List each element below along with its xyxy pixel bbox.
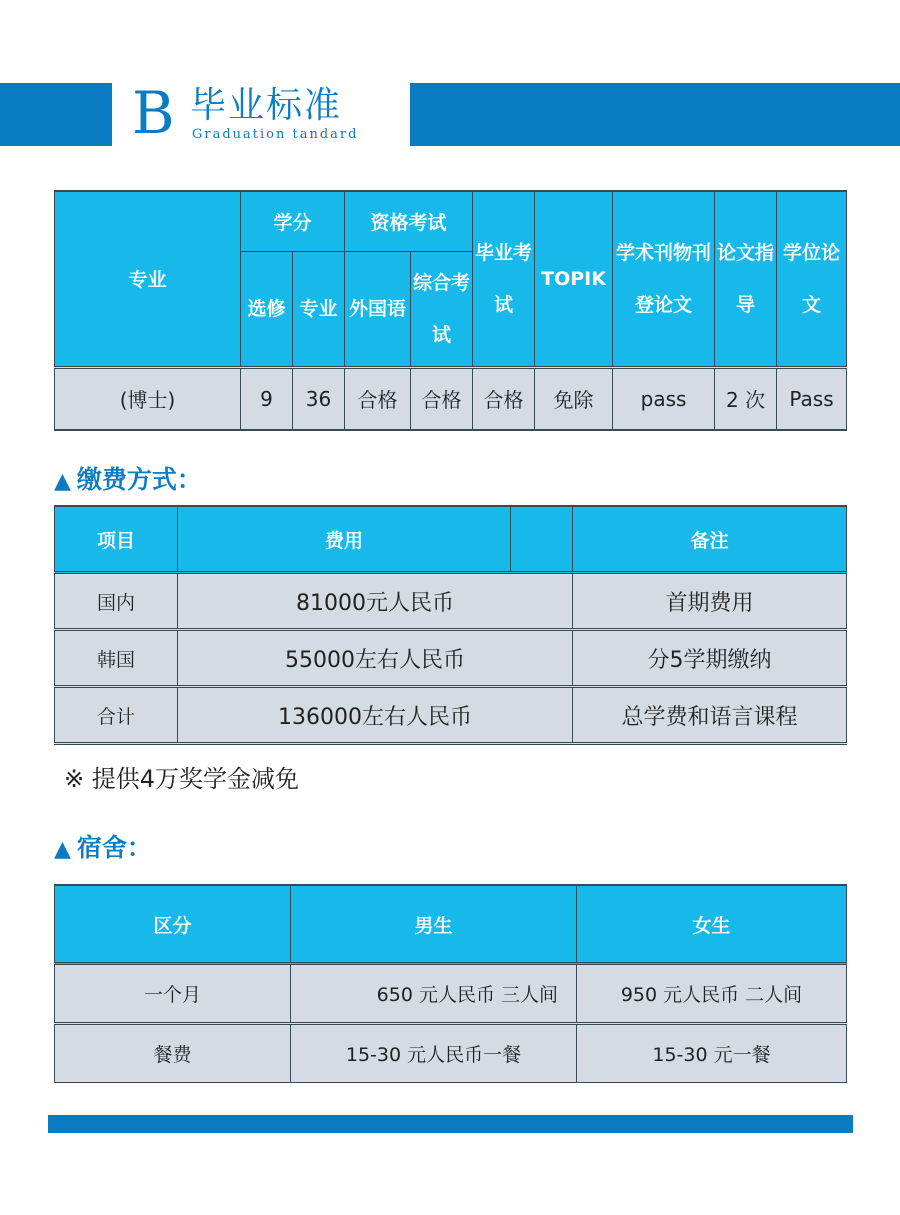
cell-journal: pass	[613, 367, 715, 430]
fees-section-title	[54, 463, 202, 499]
header-comprehensive: 综合考试	[411, 251, 473, 367]
header-empty	[511, 506, 573, 573]
header-major-credits: 专业	[293, 251, 345, 367]
table-row	[55, 573, 847, 630]
header-male: 男生	[291, 885, 577, 964]
cell-type: 一个月	[55, 964, 291, 1024]
footer-bar	[48, 1115, 853, 1133]
cell-female: 950 元人民币 二人间	[577, 964, 847, 1024]
header-female: 女生	[577, 885, 847, 964]
header-thesis: 学位论文	[777, 191, 847, 367]
fees-title-text: 缴费方式：	[76, 465, 202, 494]
cell-item: 合计	[55, 687, 178, 744]
cell-elective: 9	[241, 367, 293, 430]
cell-comprehensive: 合格	[411, 367, 473, 430]
header-elective: 选修	[241, 251, 293, 367]
scholarship-note: ※ 提供4万奖学金减免	[64, 765, 300, 793]
cell-thesis: Pass	[777, 367, 847, 430]
cell-note: 首期费用	[573, 573, 847, 630]
cell-type: 餐费	[55, 1024, 291, 1083]
header-journal: 学术刊物刊登论文	[613, 191, 715, 367]
cell-topik: 免除	[535, 367, 613, 430]
page-subtitle: Graduation tandard	[192, 127, 359, 142]
header-major: 专业	[55, 191, 241, 367]
header-topik: TOPIK	[535, 191, 613, 367]
cell-fee: 136000左右人民币	[178, 687, 573, 744]
cell-major: (博士)	[55, 367, 241, 430]
cell-item: 国内	[55, 573, 178, 630]
table-row	[55, 687, 847, 744]
cell-note: 总学费和语言课程	[573, 687, 847, 744]
cell-female: 15-30 元一餐	[577, 1024, 847, 1083]
cell-male: 650 元人民币 三人间	[291, 964, 577, 1024]
section-letter: B	[132, 79, 175, 147]
cell-male: 15-30 元人民币一餐	[291, 1024, 577, 1083]
header-band-left	[0, 83, 112, 146]
dorm-section-title	[54, 831, 152, 867]
header-type: 区分	[55, 885, 291, 964]
cell-advisor: 2 次	[715, 367, 777, 430]
cell-fee: 55000左右人民币	[178, 630, 573, 687]
cell-foreign: 合格	[345, 367, 411, 430]
triangle-icon: ▲	[54, 469, 71, 494]
cell-note: 分5学期缴纳	[573, 630, 847, 687]
triangle-icon: ▲	[54, 837, 71, 862]
header-fee: 费用	[178, 506, 511, 573]
fees-table	[54, 505, 847, 745]
page-title: 毕业标准	[190, 85, 343, 126]
header-qualification: 资格考试	[345, 191, 473, 251]
header-foreign-language: 外国语	[345, 251, 411, 367]
dorm-table	[54, 884, 847, 1083]
graduation-standard-table	[54, 190, 847, 431]
table-row	[55, 630, 847, 687]
table-row	[55, 1024, 847, 1083]
cell-fee: 81000元人民币	[178, 573, 573, 630]
header-credits: 学分	[241, 191, 345, 251]
dorm-title-text: 宿舍：	[76, 833, 152, 862]
table-row	[55, 964, 847, 1024]
cell-item: 韩国	[55, 630, 178, 687]
header-note: 备注	[573, 506, 847, 573]
header-grad-exam: 毕业考试	[473, 191, 535, 367]
header-band-right	[410, 83, 900, 146]
header-item: 项目	[55, 506, 178, 573]
header-advisor: 论文指导	[715, 191, 777, 367]
cell-major-credits: 36	[293, 367, 345, 430]
cell-grad-exam: 合格	[473, 367, 535, 430]
